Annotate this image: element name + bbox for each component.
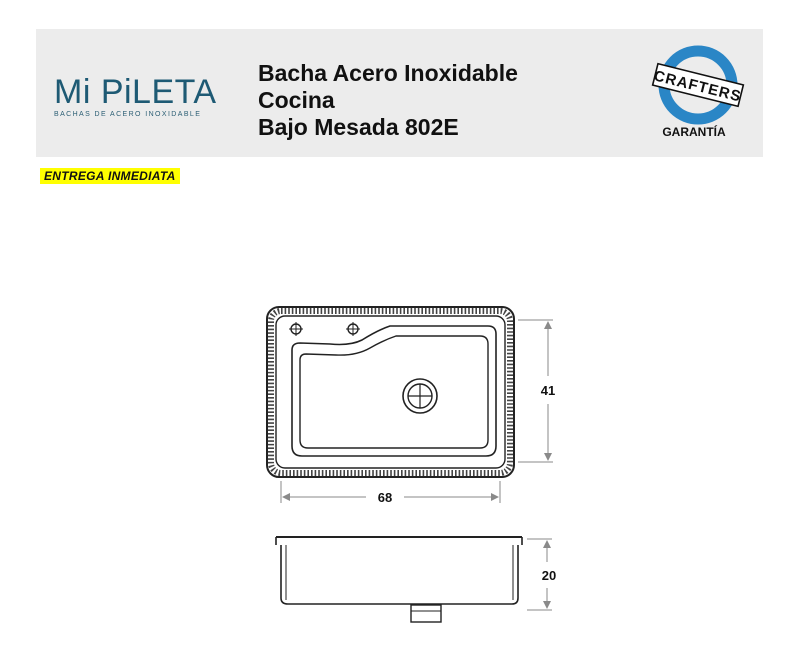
faucet-hole-icon: [289, 322, 303, 336]
crafters-logo-text: CRAFTERS: [652, 67, 744, 106]
product-title-line-2: Cocina: [258, 87, 335, 113]
product-title-line-3: Bajo Mesada 802E: [258, 114, 459, 140]
sink-basin-outline: [292, 326, 496, 456]
depth-label: 41: [540, 383, 556, 398]
sink-inner-rim: [276, 316, 505, 468]
width-label: 68: [377, 490, 393, 505]
brand-name: Mi PiLETA: [54, 73, 217, 111]
brand-tagline: BACHAS DE ACERO INOXIDABLE: [54, 111, 202, 118]
delivery-ribbon: ENTREGA INMEDIATA: [40, 168, 180, 184]
drain-outlet-icon: [411, 605, 441, 622]
warranty-caption: GARANTÍA: [662, 125, 726, 139]
sink-top-view: [267, 307, 514, 477]
product-title-line-1: Bacha Acero Inoxidable: [258, 60, 518, 86]
sink-outer-rim: [267, 307, 514, 477]
sink-side-view: [276, 537, 522, 622]
sink-basin-inner: [300, 336, 488, 448]
faucet-hole-icon: [346, 322, 360, 336]
height-label: 20: [541, 568, 557, 583]
drain-icon: [403, 379, 437, 413]
